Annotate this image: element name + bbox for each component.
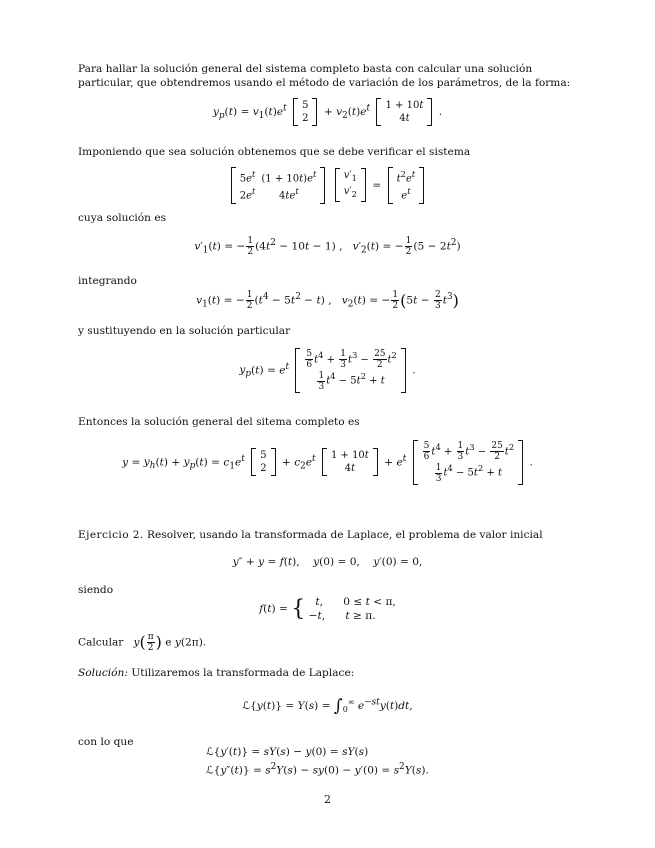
equation-laplace-derivatives: ℒ{y′(t)} = sY(s) − y(0) = sY(s) ℒ{y″(t)} = $s^2Y(s) - sy(0) - y'(0) = s^2Y(s)$. bbox=[206, 746, 429, 777]
equation-system: $5e^t$ $(1 + 10t)e^t$ $2e^t$ $4te^t$ $v'_1$ $v'_2$ = $t^2e^t$ $e^t$ bbox=[0, 167, 655, 204]
page-number: 2 bbox=[324, 793, 331, 806]
entonces-text: Entonces la solución general del sitema completo es bbox=[78, 416, 360, 428]
ejercicio-paragraph bbox=[78, 528, 578, 542]
equation-ivp: y″ + y = f(t), y(0) = 0, y′(0) = 0, bbox=[232, 556, 423, 568]
siendo-text: siendo bbox=[78, 584, 114, 596]
ejercicio-text: Resolver, usando la transformada de Laplace, el problema de valor inicial bbox=[147, 529, 543, 541]
integrando-text: integrando bbox=[78, 275, 137, 287]
solucion-label: Solución: bbox=[78, 667, 128, 679]
intro-paragraph: Para hallar la solución general del sistema completo basta con calcular una solución particular, que obtendremos usando el método de variación de los parámetros, de la forma: bbox=[78, 63, 571, 89]
equation-yp-form: $y_p(t) = v_1(t)e^t$ 5 2 + $v_2(t)e^t$ 1 + 10t 4t . bbox=[212, 100, 443, 124]
calcular-text: Calcular bbox=[78, 636, 124, 649]
solucion-paragraph bbox=[78, 666, 578, 680]
equation-v: $v_1(t)$ = − $\frac{1}{2}$ $(t^4 - 5t^2 - t)$ , $v_2(t)$ = − $\frac{1}{2}$ (5t − $\frac{2}{3}$ $t^3$) bbox=[196, 290, 459, 311]
imponiendo-paragraph: Imponiendo que sea solución obtenemos que se debe verificar el sistema bbox=[78, 146, 471, 158]
sustituyendo-text: y sustituyendo en la solución particular bbox=[78, 325, 291, 337]
ejercicio-title: Ejercicio 2. bbox=[78, 529, 144, 541]
calcular-line: Calcular y( $\frac{\pi}{2}$ ) e y(2π). bbox=[78, 632, 207, 653]
equation-f-piecewise: f(t) = { t, 0 ≤ t < π, −t, t ≥ π. bbox=[259, 596, 396, 622]
equation-yp-result: $y_p(t) = e^t$ $\frac{5}{6}$ $t^4$ + $\frac{1}{3}$ $t^3$ − $\frac{25}{2}$ $t^2$ $\frac{1}{3}$ $t^4 - 5t^2 + t$ . bbox=[239, 349, 416, 392]
equation-general: $y = y_h(t) + y_p(t) = c_1e^t$ 5 2 + $c_2e^t$ 1 + 10t 4t + $e^t$ $\frac{5}{6}$ $t^4$ + $\frac{1}{3}$ $t^3$ − $\frac{25}{2}$ $t^2$ $\frac{1}{3}$ $t^4 - 5t^2 + t$ . bbox=[122, 441, 533, 484]
equation-laplace-def: ℒ{y(t)} = $Y(s) = \int_0^\infty$ $e^{-st}y(t)dt$, bbox=[242, 696, 413, 716]
equation-vprime: $v'_1(t)$ = − $\frac{1}{2}$ $(4t^2 - 10t - 1)$ , $v'_2(t)$ = − $\frac{1}{2}$ $(5 - 2t^2)$ bbox=[194, 236, 461, 257]
solucion-text: Utilizaremos la transformada de Laplace: bbox=[131, 667, 355, 679]
con-lo-que-text: con lo que bbox=[78, 736, 134, 748]
cuya-solucion-text: cuya solución es bbox=[78, 212, 167, 224]
